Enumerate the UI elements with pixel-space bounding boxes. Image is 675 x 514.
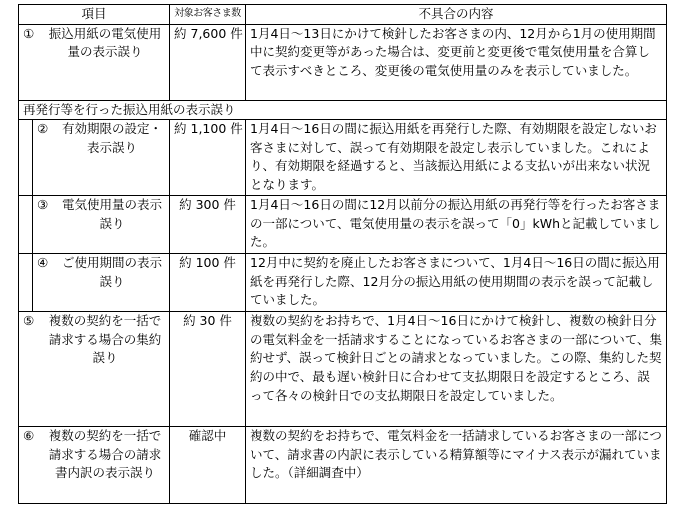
count-cell: 約 300 件 [170, 196, 246, 254]
item-cell [19, 312, 170, 427]
count-cell: 約 100 件 [170, 254, 246, 312]
group-label: 再発行等を行った振込用紙の表示誤り [19, 100, 667, 120]
table-row [19, 196, 667, 254]
detail-cell: 複数の契約をお持ちで、1月4日～16日にかけて検針し、複数の検針日分の電気料金を一括請求することになっているお客さまの一部について、集約せず、誤って検針日ごとの請求となっていました。この際、集約した契約の中で、最も遅い検針日に合わせて支払期限日を設定するところ、誤って各々の検針日での支払期限日を設定していました。 [246, 312, 667, 427]
item-cell [33, 120, 170, 196]
detail-cell: 1月4日～13日にかけて検針したお客さまの内、12月から1月の使用期間中に契約変更等があった場合は、変更前と変更後で電気使用量を合算して表示すべきところ、変更後の電気使用量のみを表示していました。 [246, 24, 667, 100]
item-label: 複数の契約を一括で請求する場合の請求書内訳の表示誤り [48, 428, 162, 481]
indent-spacer [19, 120, 33, 196]
count-cell: 約 1,100 件 [170, 120, 246, 196]
header-count: 対象お客さま数 [170, 5, 246, 25]
item-cell [33, 254, 170, 312]
item-label: 複数の契約を一括で請求する場合の集約誤り [48, 313, 162, 366]
item-number: ⑤ [23, 313, 35, 329]
item-number: ④ [37, 255, 49, 271]
item-number: ③ [37, 197, 49, 213]
item-label: 電気使用量の表示誤り [62, 197, 163, 231]
item-number: ② [37, 121, 49, 137]
group-row [19, 100, 667, 120]
item-cell [33, 196, 170, 254]
count-cell: 約 7,600 件 [170, 24, 246, 100]
item-label: 振込用紙の電気使用量の表示誤り [48, 25, 162, 60]
detail-cell: 複数の契約をお持ちで、電気料金を一括請求しているお客さまの一部について、請求書の内訳に表示している精算額等にマイナス表示が漏れていました。（詳細調査中） [246, 427, 667, 504]
detail-cell: 12月中に契約を廃止したお客さまについて、1月4日～16日の間に振込用紙を再発行した際、12月分の振込用紙の使用期間の表示を誤って記載していました。 [246, 254, 667, 312]
table-row [19, 254, 667, 312]
count-cell: 確認中 [170, 427, 246, 504]
defect-table [18, 4, 667, 504]
item-number: ① [23, 25, 35, 41]
header-item: 項目 [19, 5, 170, 25]
table-row [19, 120, 667, 196]
item-number: ⑥ [23, 428, 35, 444]
item-label: ご使用期間の表示誤り [62, 255, 163, 289]
header-row [19, 5, 667, 25]
item-cell [19, 427, 170, 504]
table-row [19, 427, 667, 504]
indent-spacer [19, 254, 33, 312]
detail-cell: 1月4日～16日の間に12月以前分の振込用紙の再発行等を行ったお客さまの一部について、電気使用量の表示を誤って「0」kWhと記載していました。 [246, 196, 667, 254]
table-row [19, 312, 667, 427]
detail-cell: 1月4日～16日の間に振込用紙を再発行した際、有効期限を設定しないお客さまに対して、誤って有効期限を設定し表示していました。これにより、有効期限を経過すると、当該振込用紙による支払いが出来ない状況となります。 [246, 120, 667, 196]
count-cell: 約 30 件 [170, 312, 246, 427]
item-label: 有効期限の設定・表示誤り [62, 121, 163, 155]
item-cell [19, 24, 170, 100]
indent-spacer [19, 196, 33, 254]
header-detail: 不具合の内容 [246, 5, 667, 25]
table-row [19, 24, 667, 100]
